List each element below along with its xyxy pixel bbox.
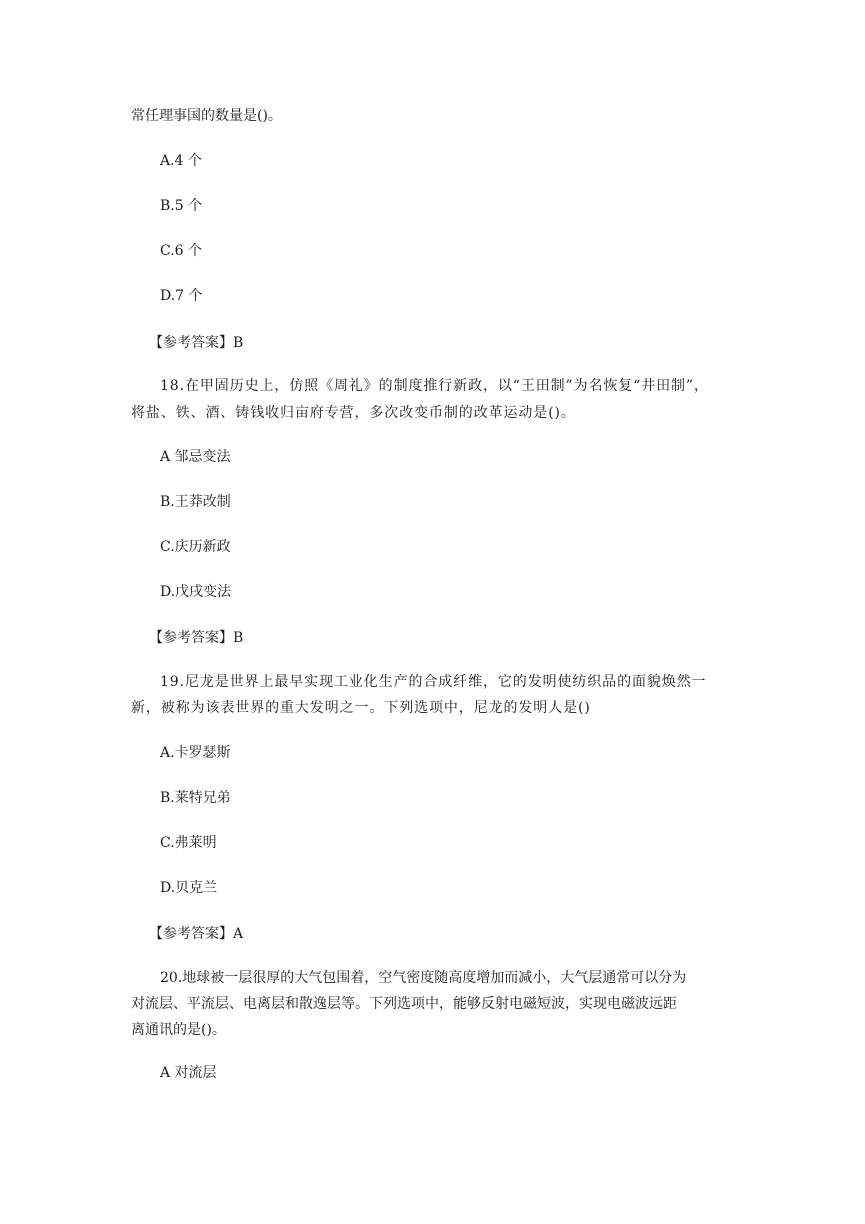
q17-option-b: B.5 个	[160, 198, 203, 214]
q19-option-c: C.弗莱明	[160, 835, 217, 851]
q20-stem-line-3: 离通讯的是()。	[131, 1022, 226, 1038]
q19-answer: 【参考答案】A	[149, 926, 244, 942]
q18-answer: 【参考答案】B	[149, 630, 244, 646]
q18-option-b: B.王莽改制	[160, 494, 231, 510]
q17-option-d: D.7 个	[160, 288, 203, 304]
q19-option-a: A.卡罗瑟斯	[160, 745, 231, 761]
q20-stem-line-1: 20.地球被一层很厚的大气包围着，空气密度随高度增加而减小，大气层通常可以分为	[160, 970, 687, 986]
q18-option-d: D.戊戌变法	[160, 584, 232, 600]
q19-option-d: D.贝克兰	[160, 880, 218, 896]
q20-option-a: A 对流层	[160, 1065, 217, 1081]
q17-answer: 【参考答案】B	[149, 335, 244, 351]
q17-tail: 常任理事国的数量是()。	[131, 108, 282, 124]
q17-option-a: A.4 个	[160, 153, 202, 169]
q18-option-a: A 邹忌变法	[160, 449, 231, 465]
q19-stem-line-2: 新，被称为该表世界的重大发明之一。下列选项中，尼龙的发明人是()	[131, 700, 591, 716]
q20-stem-line-2: 对流层、平流层、电离层和散逸层等。下列选项中，能够反射电磁短波，实现电磁波远距	[131, 996, 677, 1012]
q19-option-b: B.莱特兄弟	[160, 790, 231, 806]
q18-stem-line-2: 将盐、铁、酒、铸钱收归亩府专营，多次改变币制的改革运动是()。	[131, 405, 576, 421]
q17-option-c: C.6 个	[160, 243, 203, 259]
q18-stem-line-1: 18.在甲固历史上，仿照《周礼》的制度推行新政，以“王田制”为名恢复“井田制”，	[160, 378, 709, 394]
q19-stem-line-1: 19.尼龙是世界上最早实现工业化生产的合成纤维，它的发明使纺织品的面貌焕然一	[160, 674, 707, 690]
q18-option-c: C.庆历新政	[160, 539, 231, 555]
